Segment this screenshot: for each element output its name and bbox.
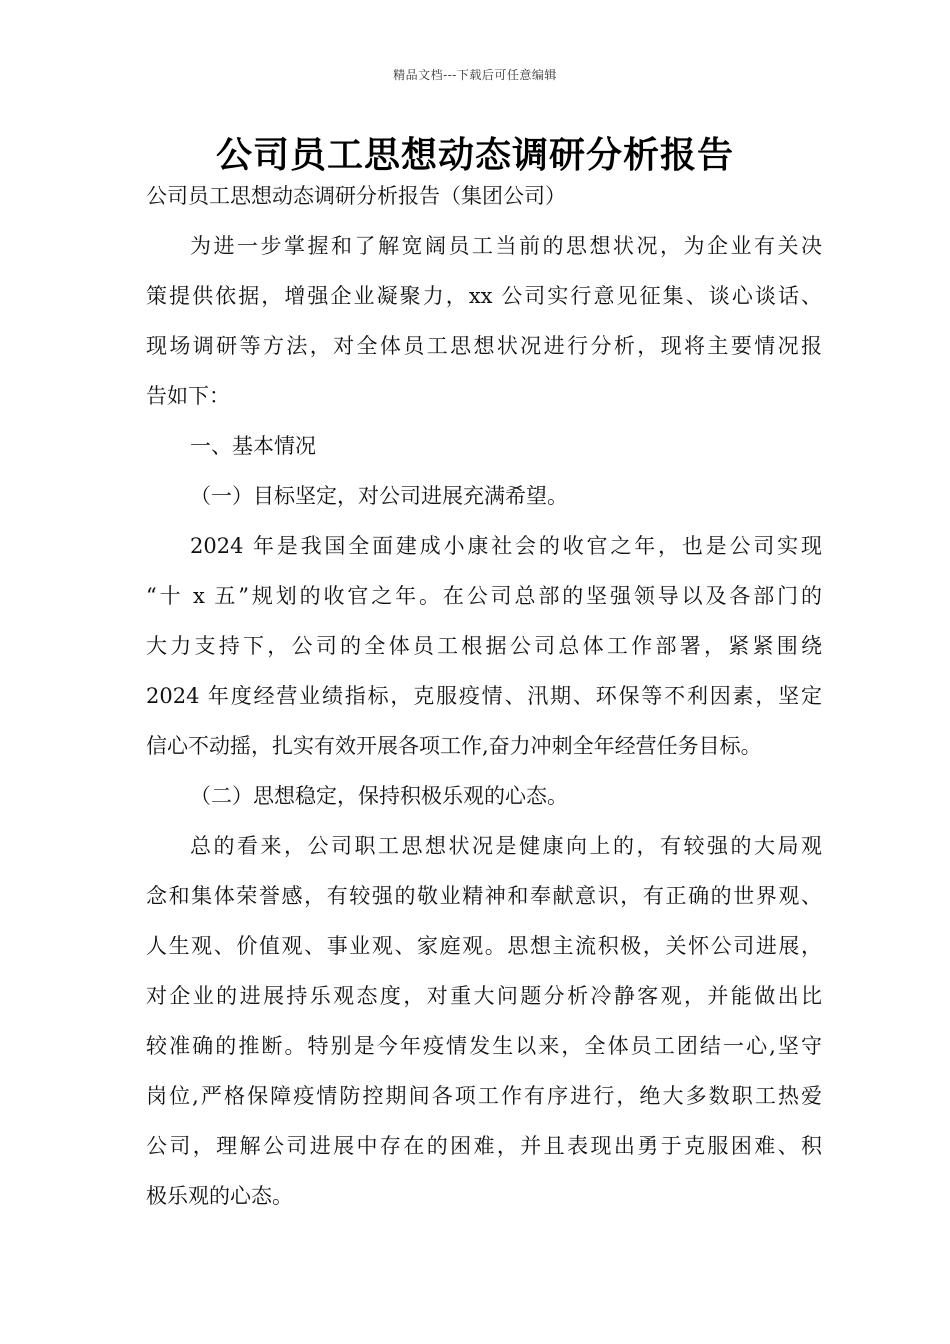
paragraph-line: 总的看来，公司职工思想状况是健康向上的，有较强的大局观: [190, 834, 822, 858]
paragraph-line: 极乐观的心态。: [146, 1184, 293, 1208]
paragraph-line: 告如下：: [146, 384, 230, 408]
intro-paragraph: [146, 234, 822, 408]
paragraph-line: 对企业的进展持乐观态度，对重大问题分析冷静客观，并能做出比: [146, 984, 822, 1008]
paragraph-line: “十 x 五”规划的收官之年。在公司总部的坚强领导以及各部门的: [146, 584, 822, 608]
subsection-heading: （二）思想稳定，保持积极乐观的心态。: [190, 784, 568, 808]
paragraph-line: 念和集体荣誉感，有较强的敬业精神和奉献意识，有正确的世界观、: [146, 884, 822, 908]
document-body: [146, 184, 822, 1208]
paragraph-line: 岗位,严格保障疫情防控期间各项工作有序进行，绝大多数职工热爱: [146, 1084, 822, 1108]
paragraph-line: 策提供依据，增强企业凝聚力，xx 公司实行意见征集、谈心谈话、: [146, 284, 822, 308]
paragraph-line: 现场调研等方法，对全体员工思想状况进行分析，现将主要情况报: [146, 334, 822, 358]
document-title: 公司员工思想动态调研分析报告: [215, 135, 734, 176]
paragraph-line: 大力支持下，公司的全体员工根据公司总体工作部署，紧紧围绕: [146, 634, 822, 658]
subsection-heading: （一）目标坚定，对公司进展充满希望。: [190, 484, 568, 508]
paragraph-line: 2024 年度经营业绩指标，克服疫情、汛期、环保等不利因素，坚定: [146, 684, 822, 708]
paragraph-line: 为进一步掌握和了解宽阔员工当前的思想状况，为企业有关决: [190, 234, 822, 258]
document-subtitle: 公司员工思想动态调研分析报告（集团公司）: [146, 184, 566, 208]
paragraph-line: 信心不动摇，扎实有效开展各项工作,奋力冲刺全年经营任务目标。: [146, 734, 762, 758]
subsection-2-paragraph: [146, 834, 822, 1208]
paragraph-line: 较准确的推断。特别是今年疫情发生以来，全体员工团结一心,坚守: [146, 1034, 822, 1058]
header-note: 精品文档---下载后可任意编辑: [393, 68, 557, 82]
section-heading: 一、基本情况: [190, 434, 316, 458]
subsection-1-paragraph: [146, 534, 822, 758]
paragraph-line: 公司，理解公司进展中存在的困难，并且表现出勇于克服困难、积: [146, 1134, 822, 1158]
paragraph-line: 2024 年是我国全面建成小康社会的收官之年，也是公司实现: [190, 534, 822, 558]
paragraph-line: 人生观、价值观、事业观、家庭观。思想主流积极，关怀公司进展，: [146, 934, 822, 958]
